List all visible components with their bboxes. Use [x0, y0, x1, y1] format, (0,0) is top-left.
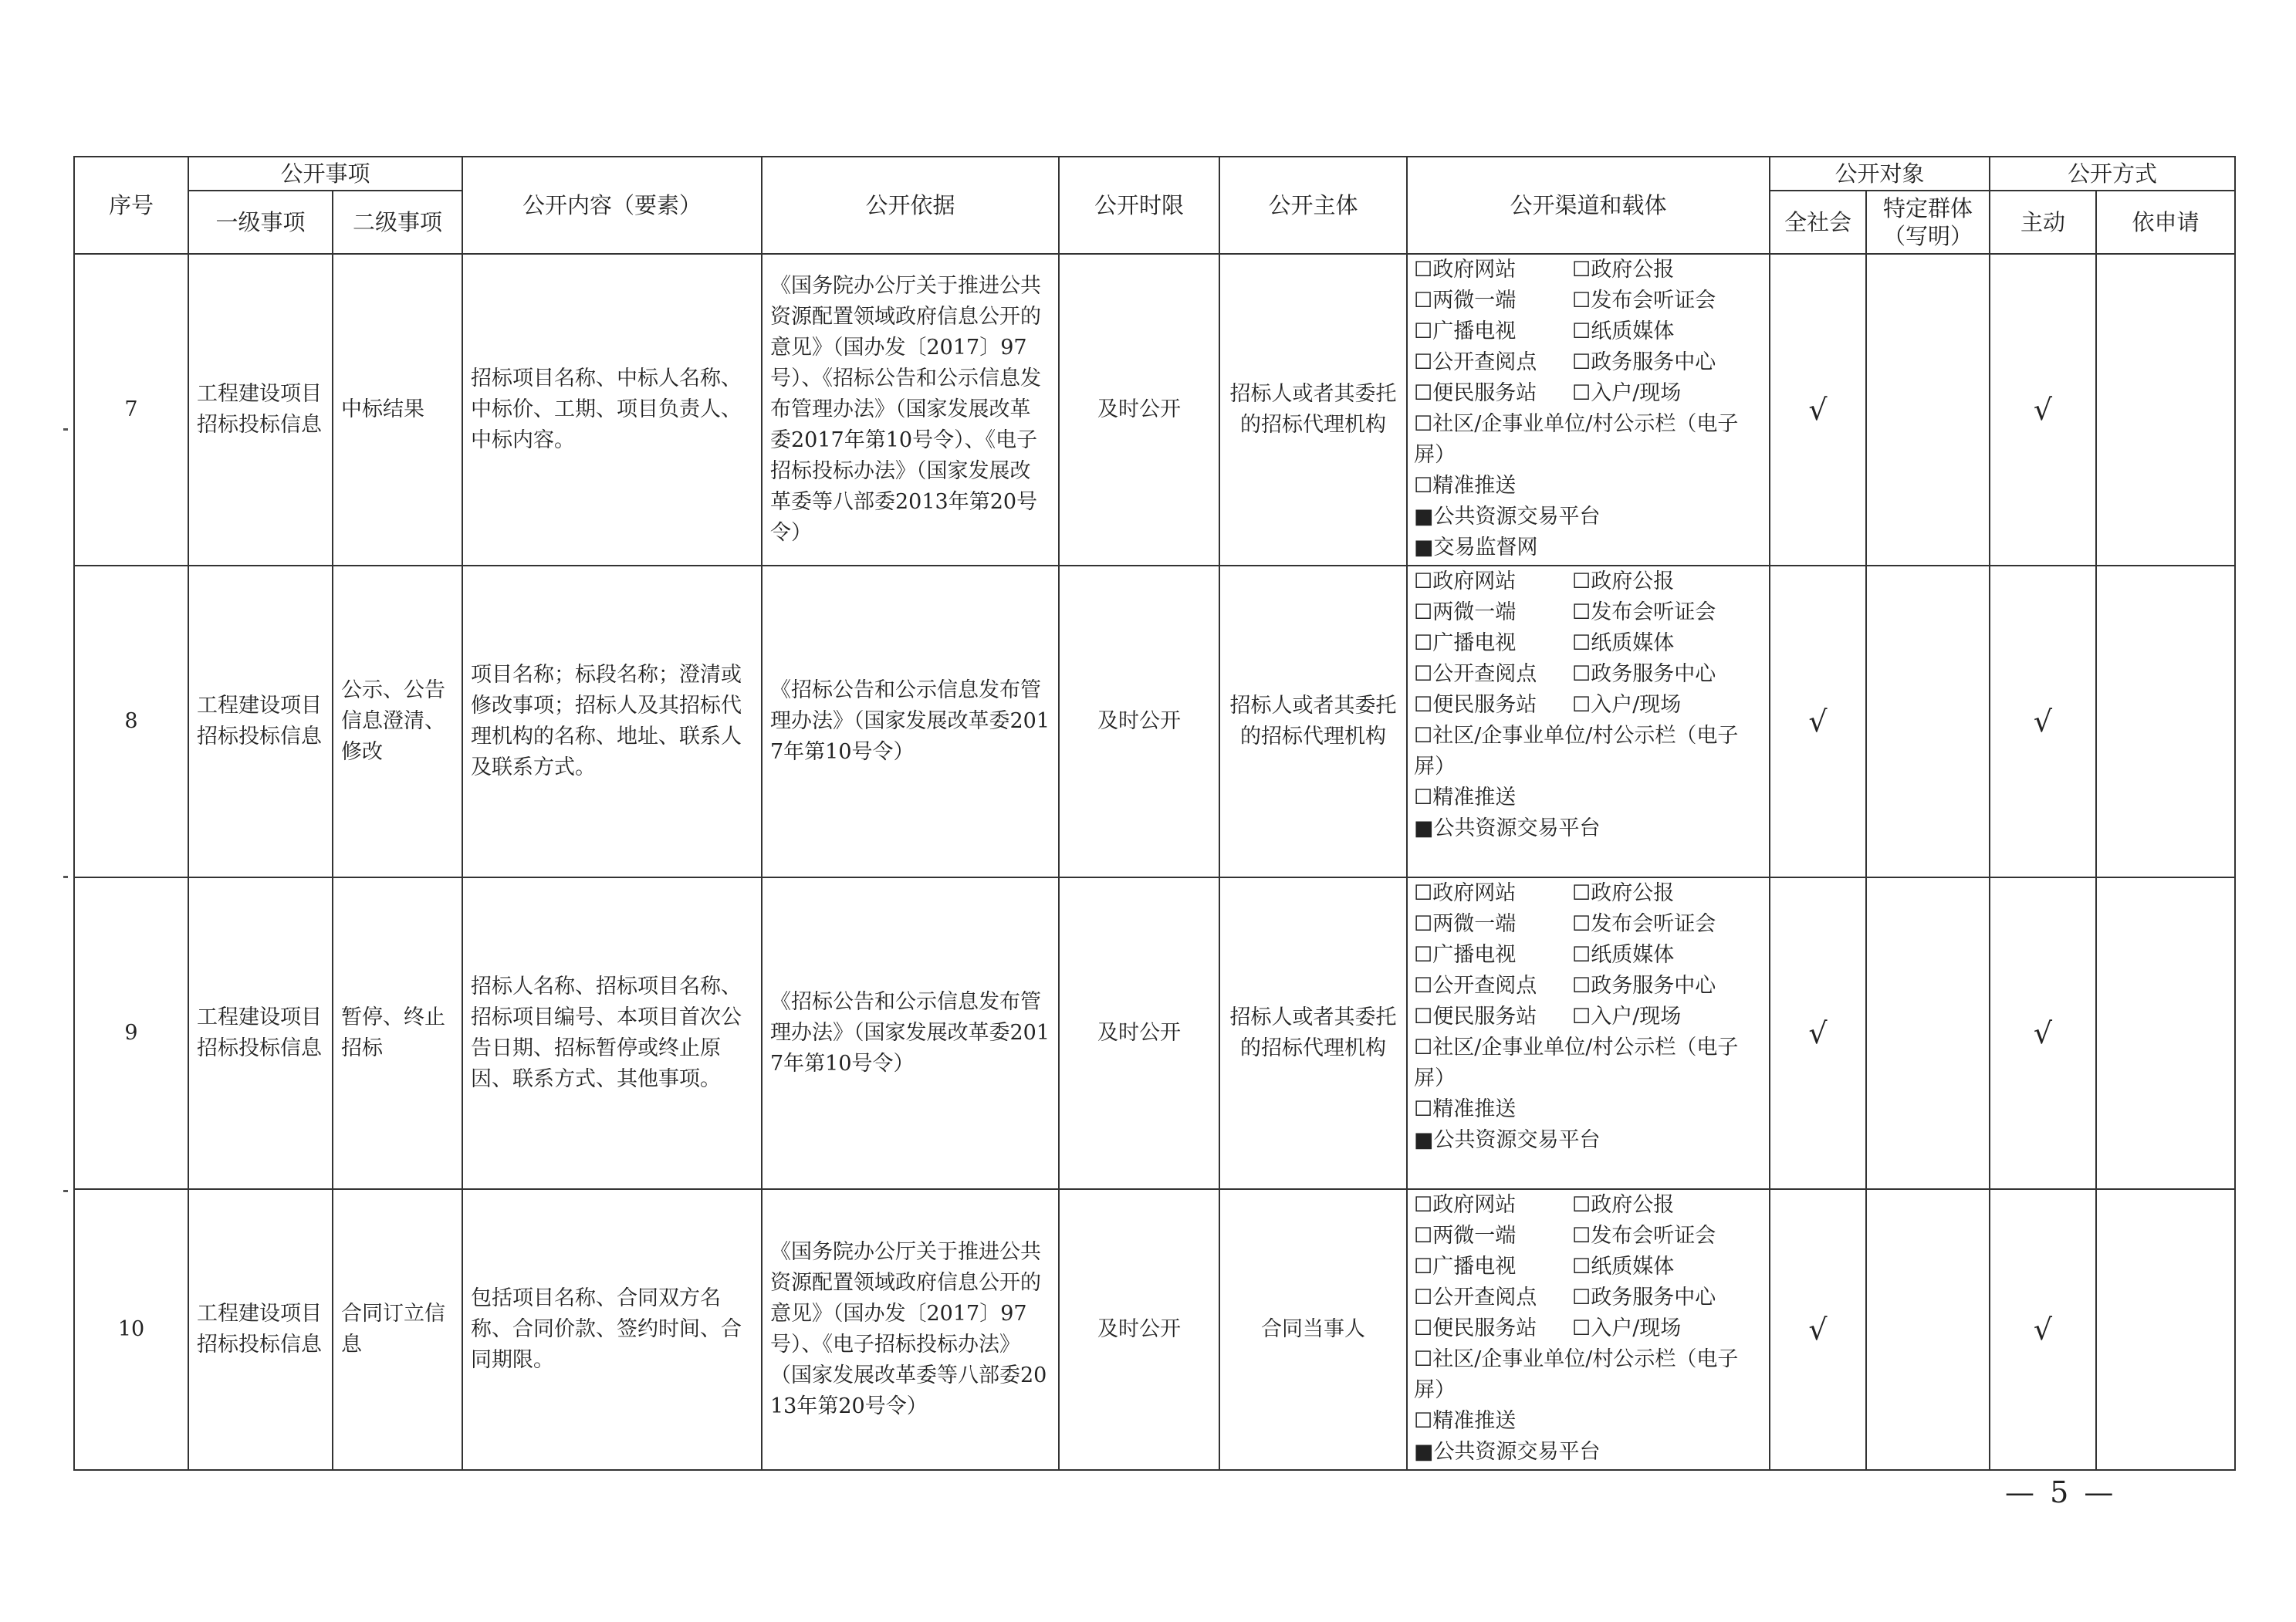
channel-item: ☐政务服务中心	[1572, 350, 1716, 374]
header-basis: 公开依据	[762, 157, 1059, 254]
specific-group-cell	[1866, 566, 1990, 877]
header-content: 公开内容（要素）	[462, 157, 762, 254]
on-request-cell	[2096, 877, 2235, 1189]
channel-item: ☐政务服务中心	[1572, 974, 1716, 998]
channel-item: ☐政府网站	[1414, 569, 1517, 593]
row-content: 招标人名称、招标项目名称、招标项目编号、本项目首次公告日期、招标暂停或终止原因、联系方式、其他事项。	[462, 877, 762, 1189]
row-time-limit: 及时公开	[1059, 1189, 1219, 1470]
channel-item: ☐公开查阅点	[1414, 974, 1537, 998]
channel-item: ■公共资源交易平台	[1414, 505, 1601, 529]
header-method: 公开方式	[1990, 157, 2235, 191]
all-society-check: √	[1770, 877, 1866, 1189]
row-level1: 工程建设项目招标投标信息	[188, 877, 333, 1189]
row-content: 项目名称；标段名称；澄清或修改事项；招标人及其招标代理机构的名称、地址、联系人及联系方式。	[462, 566, 762, 877]
channel-item: ■公共资源交易平台	[1414, 1440, 1601, 1464]
row-subject: 招标人或者其委托的招标代理机构	[1219, 254, 1407, 566]
channel-item: ☐发布会听证会	[1572, 912, 1716, 936]
channel-item: ☐广播电视	[1414, 943, 1517, 967]
channel-item: ☐纸质媒体	[1572, 631, 1675, 655]
row-content: 招标项目名称、中标人名称、中标价、工期、项目负责人、中标内容。	[462, 254, 762, 566]
on-request-cell	[2096, 254, 2235, 566]
header-level1: 一级事项	[188, 191, 333, 254]
margin-mark	[63, 1190, 68, 1192]
channel-item: ☐社区/企事业单位/村公示栏（电子屏）	[1414, 724, 1739, 779]
all-society-check: √	[1770, 1189, 1866, 1470]
channel-item: ■公共资源交易平台	[1414, 1128, 1601, 1152]
channel-item: ☐公开查阅点	[1414, 1286, 1537, 1309]
row-seq: 10	[74, 1189, 188, 1470]
channel-item: ☐政府网站	[1414, 258, 1517, 282]
channel-item: ☐社区/企事业单位/村公示栏（电子屏）	[1414, 412, 1739, 467]
all-society-check: √	[1770, 566, 1866, 877]
channel-item: ☐精准推送	[1414, 786, 1517, 809]
channel-item: ☐纸质媒体	[1572, 319, 1675, 343]
channel-item: ☐两微一端	[1414, 600, 1517, 624]
row-seq: 7	[74, 254, 188, 566]
channel-item: ☐精准推送	[1414, 1409, 1517, 1433]
row-channels	[1407, 877, 1770, 1189]
channel-item: ☐两微一端	[1414, 289, 1517, 313]
channel-item: ☐政府公报	[1572, 881, 1675, 905]
header-time-limit: 公开时限	[1059, 157, 1219, 254]
specific-group-cell	[1866, 1189, 1990, 1470]
channel-item: ☐两微一端	[1414, 912, 1517, 936]
header-on-request: 依申请	[2096, 191, 2235, 254]
row-basis: 《招标公告和公示信息发布管理办法》（国家发展改革委2017年第10号令）	[762, 566, 1059, 877]
margin-mark	[63, 428, 68, 431]
page-number: — 5 —	[2005, 1475, 2117, 1509]
row-time-limit: 及时公开	[1059, 566, 1219, 877]
channel-item: ☐发布会听证会	[1572, 600, 1716, 624]
row-basis: 《招标公告和公示信息发布管理办法》（国家发展改革委2017年第10号令）	[762, 877, 1059, 1189]
row-level1: 工程建设项目招标投标信息	[188, 566, 333, 877]
channel-item: ☐政务服务中心	[1572, 1286, 1716, 1309]
row-content: 包括项目名称、合同双方名称、合同价款、签约时间、合同期限。	[462, 1189, 762, 1470]
all-society-check: √	[1770, 254, 1866, 566]
table-row	[74, 1189, 2235, 1470]
disclosure-table	[73, 156, 2236, 1471]
specific-group-cell	[1866, 877, 1990, 1189]
channel-item: ☐入户/现场	[1572, 693, 1682, 717]
proactive-check: √	[1990, 566, 2096, 877]
row-seq: 8	[74, 566, 188, 877]
row-channels	[1407, 566, 1770, 877]
margin-mark	[63, 876, 68, 878]
channel-item: ☐社区/企事业单位/村公示栏（电子屏）	[1414, 1347, 1739, 1402]
row-level2: 公示、公告信息澄清、修改	[333, 566, 462, 877]
row-seq: 9	[74, 877, 188, 1189]
disclosure-table-container	[73, 156, 2236, 1471]
row-subject: 合同当事人	[1219, 1189, 1407, 1470]
on-request-cell	[2096, 566, 2235, 877]
row-level2: 中标结果	[333, 254, 462, 566]
channel-item: ☐纸质媒体	[1572, 1255, 1675, 1279]
channel-item: ☐政府公报	[1572, 258, 1675, 282]
channel-item: ■交易监督网	[1414, 536, 1538, 559]
header-matters: 公开事项	[188, 157, 462, 191]
row-level2: 暂停、终止招标	[333, 877, 462, 1189]
channel-item: ☐政务服务中心	[1572, 662, 1716, 686]
channel-item: ☐便民服务站	[1414, 1005, 1537, 1029]
header-seq: 序号	[74, 157, 188, 254]
row-subject: 招标人或者其委托的招标代理机构	[1219, 566, 1407, 877]
row-basis: 《国务院办公厅关于推进公共资源配置领域政府信息公开的意见》（国办发〔2017〕97号）、《电子招标投标办法》（国家发展改革委等八部委2013年第20号令）	[762, 1189, 1059, 1470]
header-level2: 二级事项	[333, 191, 462, 254]
table-row	[74, 566, 2235, 877]
channel-item: ☐政府网站	[1414, 1193, 1517, 1217]
channel-item: ☐精准推送	[1414, 1097, 1517, 1121]
header-specific-group-line1: 特定群体	[1882, 194, 1973, 221]
proactive-check: √	[1990, 877, 2096, 1189]
header-channels: 公开渠道和载体	[1407, 157, 1770, 254]
row-time-limit: 及时公开	[1059, 877, 1219, 1189]
channel-item: ☐精准推送	[1414, 474, 1517, 498]
table-row	[74, 877, 2235, 1189]
header-proactive: 主动	[1990, 191, 2096, 254]
proactive-check: √	[1990, 1189, 2096, 1470]
header-subject: 公开主体	[1219, 157, 1407, 254]
row-time-limit: 及时公开	[1059, 254, 1219, 566]
channel-item: ☐两微一端	[1414, 1224, 1517, 1248]
row-channels	[1407, 1189, 1770, 1470]
on-request-cell	[2096, 1189, 2235, 1470]
specific-group-cell	[1866, 254, 1990, 566]
header-all-society: 全社会	[1770, 191, 1866, 254]
channel-item: ☐便民服务站	[1414, 1316, 1537, 1340]
channel-item: ☐便民服务站	[1414, 381, 1537, 405]
channel-item: ☐入户/现场	[1572, 1005, 1682, 1029]
header-target: 公开对象	[1770, 157, 1990, 191]
channel-item: ☐政府公报	[1572, 569, 1675, 593]
channel-item: ☐公开查阅点	[1414, 662, 1537, 686]
channel-item: ☐公开查阅点	[1414, 350, 1537, 374]
table-row	[74, 254, 2235, 566]
channel-item: ☐广播电视	[1414, 631, 1517, 655]
header-specific-group	[1866, 191, 1990, 254]
channel-item: ☐政府公报	[1572, 1193, 1675, 1217]
channel-item: ☐政府网站	[1414, 881, 1517, 905]
row-level1: 工程建设项目招标投标信息	[188, 1189, 333, 1470]
header-specific-group-line2: （写明）	[1882, 223, 1973, 249]
row-channels	[1407, 254, 1770, 566]
row-subject: 招标人或者其委托的招标代理机构	[1219, 877, 1407, 1189]
channel-item: ☐广播电视	[1414, 319, 1517, 343]
channel-item: ☐入户/现场	[1572, 1316, 1682, 1340]
row-level1: 工程建设项目招标投标信息	[188, 254, 333, 566]
proactive-check: √	[1990, 254, 2096, 566]
channel-item: ☐发布会听证会	[1572, 289, 1716, 313]
channel-item: ☐纸质媒体	[1572, 943, 1675, 967]
channel-item: ☐发布会听证会	[1572, 1224, 1716, 1248]
row-level2: 合同订立信息	[333, 1189, 462, 1470]
channel-item: ☐入户/现场	[1572, 381, 1682, 405]
channel-item: ■公共资源交易平台	[1414, 816, 1601, 840]
channel-item: ☐便民服务站	[1414, 693, 1537, 717]
row-basis: 《国务院办公厅关于推进公共资源配置领域政府信息公开的意见》（国办发〔2017〕97号）、《招标公告和公示信息发布管理办法》（国家发展改革委2017年第10号令）、《电子招标投标办法》（国家发展改革委等八部委2013年第20号令）	[762, 254, 1059, 566]
channel-item: ☐广播电视	[1414, 1255, 1517, 1279]
channel-item: ☐社区/企事业单位/村公示栏（电子屏）	[1414, 1036, 1739, 1090]
